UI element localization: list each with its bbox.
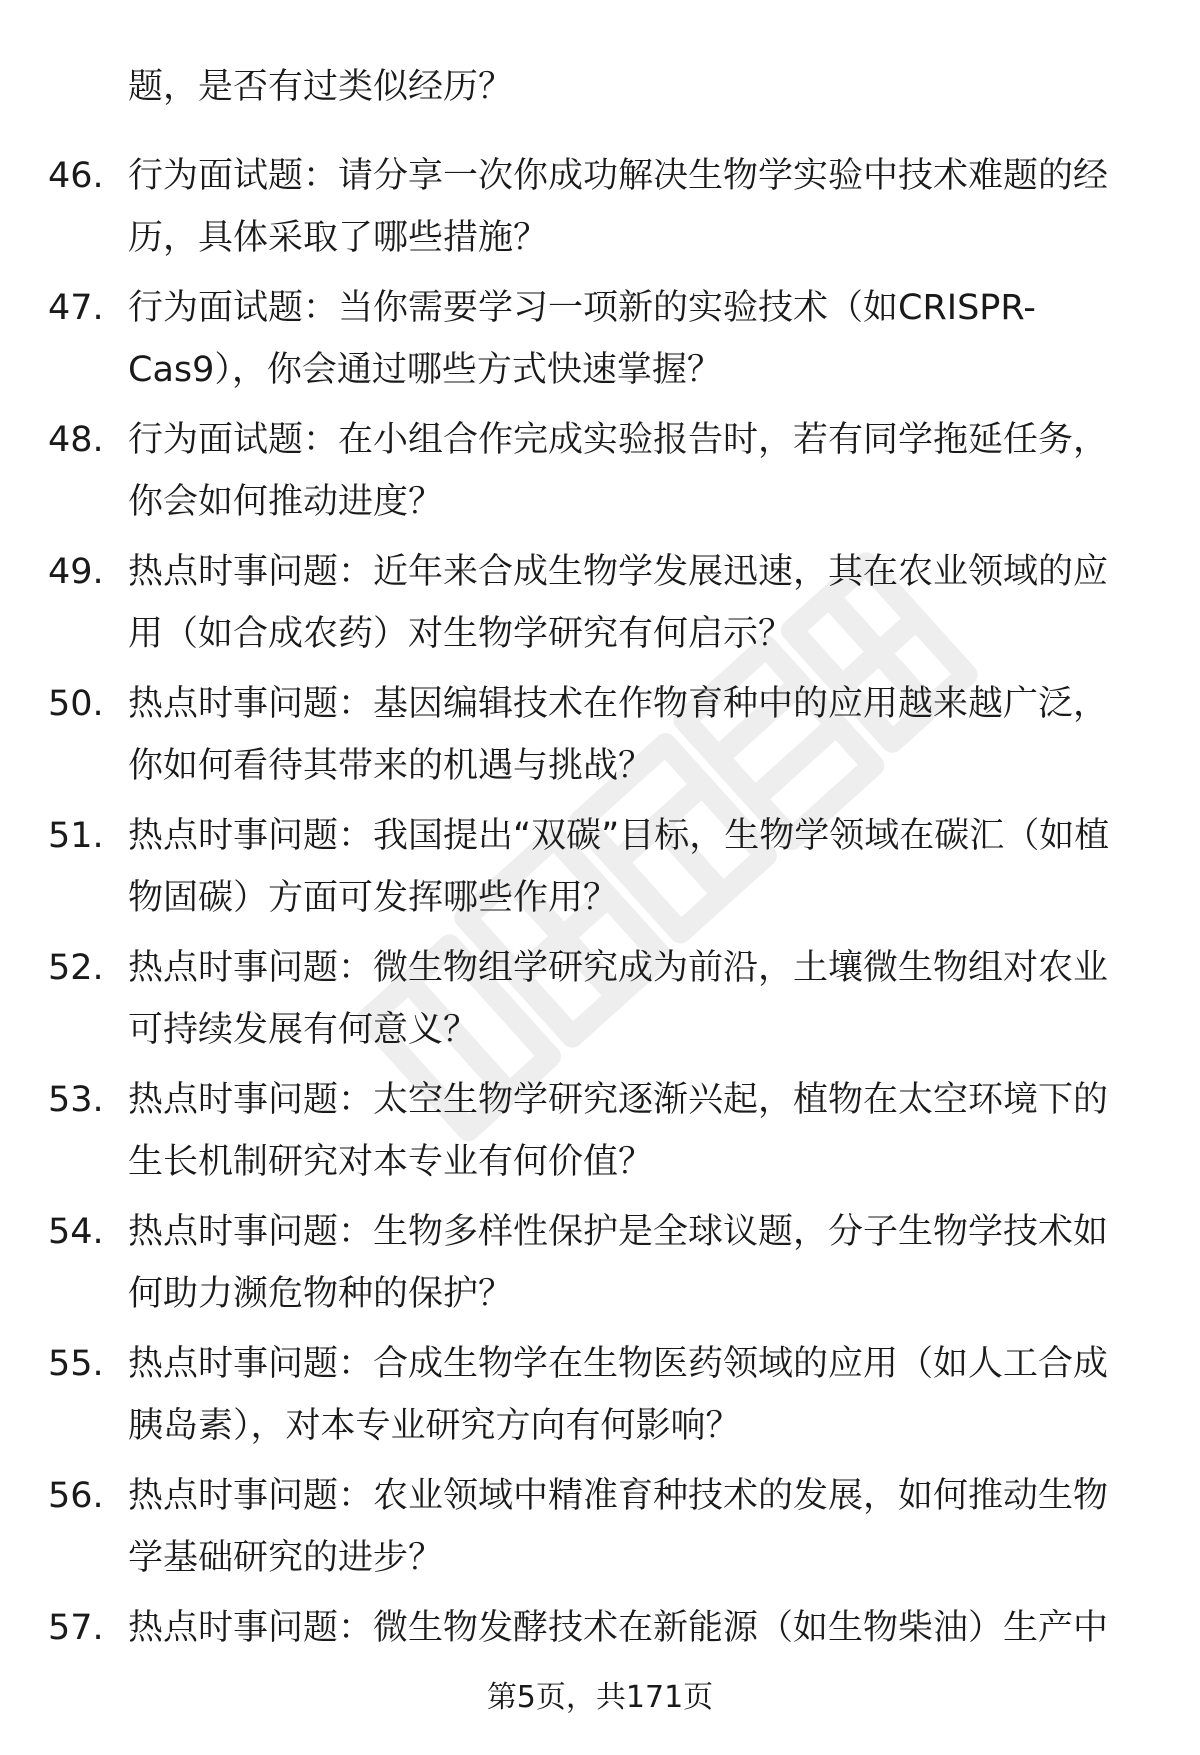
question-text: 热点时事问题：我国提出“双碳”目标，生物学领域在碳汇（如植物固碳）方面可发挥哪些作用？ [128, 816, 1110, 918]
question-number: 55. [48, 1344, 104, 1384]
list-item [48, 409, 1148, 541]
question-text: 热点时事问题：近年来合成生物学发展迅速，其在农业领域的应用（如合成农药）对生物学研究有何启示？ [128, 552, 1109, 654]
question-text: 热点时事问题：农业领域中精准育种技术的发展，如何推动生物学基础研究的进步？ [128, 1476, 1109, 1578]
question-text: 热点时事问题：基因编辑技术在作物育种中的应用越来越广泛，你如何看待其带来的机遇与挑战？ [128, 684, 1109, 786]
list-item [48, 1465, 1148, 1597]
question-number: 51. [48, 816, 104, 856]
continuation-text: 题，是否有过类似经历？ [128, 67, 514, 107]
list-item [48, 1333, 1148, 1465]
question-number: 48. [48, 420, 104, 460]
question-number: 46. [48, 156, 104, 196]
question-text: 行为面试题：请分享一次你成功解决生物学实验中技术难题的经历，具体采取了哪些措施？ [128, 156, 1109, 258]
question-number: 57. [48, 1608, 104, 1648]
question-text: 行为面试题：当你需要学习一项新的实验技术（如CRISPR-Cas9），你会通过哪些方式快速掌握？ [128, 288, 1036, 390]
question-text: 热点时事问题：合成生物学在生物医药领域的应用（如人工合成胰岛素），对本专业研究方向有何影响？ [128, 1344, 1109, 1446]
list-item [48, 673, 1148, 805]
question-list [48, 145, 1148, 1729]
question-number: 50. [48, 684, 104, 724]
question-text: 热点时事问题：微生物发酵技术在新能源（如生物柴油）生产中 [128, 1608, 1109, 1648]
question-number: 49. [48, 552, 104, 592]
question-text: 热点时事问题：生物多样性保护是全球议题，分子生物学技术如何助力濒危物种的保护？ [128, 1212, 1109, 1314]
question-number: 56. [48, 1476, 104, 1516]
question-text: 热点时事问题：太空生物学研究逐渐兴起，植物在太空环境下的生长机制研究对本专业有何价值？ [128, 1080, 1109, 1182]
question-number: 53. [48, 1080, 104, 1120]
list-item [48, 145, 1148, 277]
list-item [48, 277, 1148, 409]
question-number: 54. [48, 1212, 104, 1252]
list-item [48, 1201, 1148, 1333]
list-item [48, 1069, 1148, 1201]
question-text: 行为面试题：在小组合作完成实验报告时，若有同学拖延任务，你会如何推动进度？ [128, 420, 1109, 522]
list-item [48, 541, 1148, 673]
question-text: 热点时事问题：微生物组学研究成为前沿，土壤微生物组对农业可持续发展有何意义？ [128, 948, 1109, 1050]
question-number: 47. [48, 288, 104, 328]
list-item [48, 937, 1148, 1069]
list-item [48, 805, 1148, 937]
question-number: 52. [48, 948, 104, 988]
page-footer: 第5页，共171页 [486, 1680, 714, 1715]
